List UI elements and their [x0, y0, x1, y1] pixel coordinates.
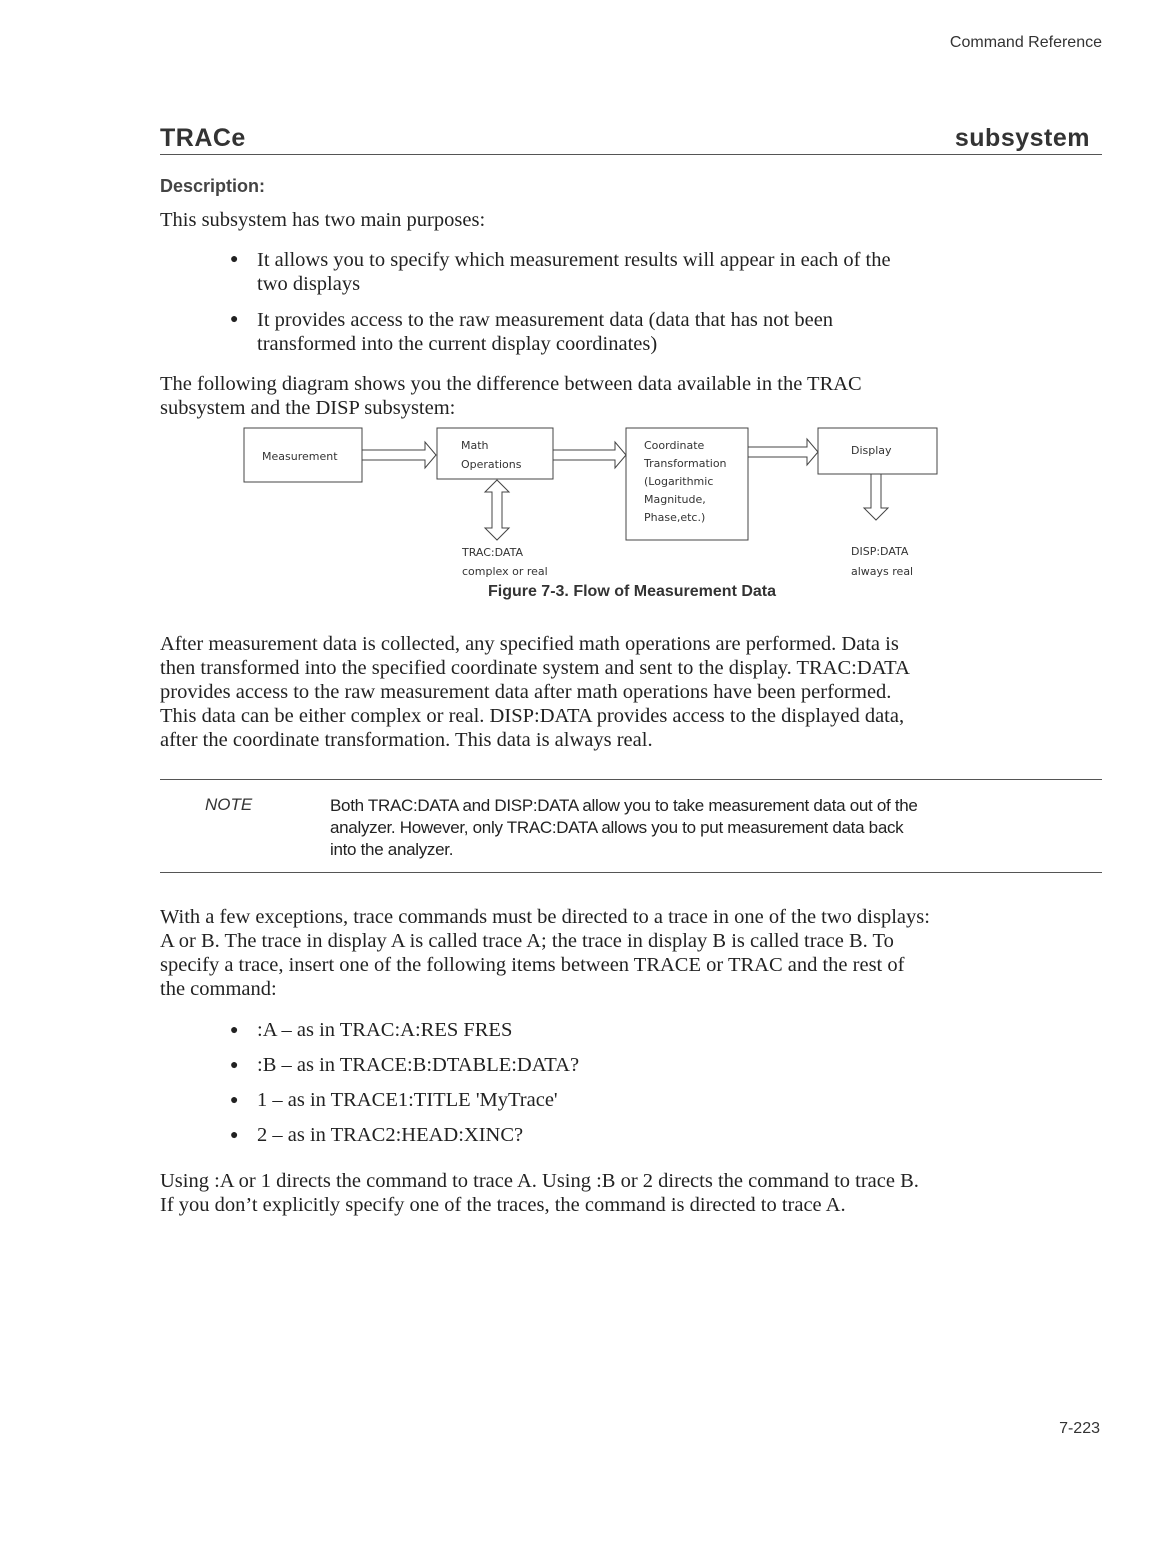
arrow-right-icon: [748, 439, 818, 465]
trac-data-label: TRAC:DATA: [462, 546, 523, 559]
box-label: Magnitude,: [644, 493, 706, 506]
paragraph-trace-selection: With a few exceptions, trace commands must be directed to a trace in one of the two displays: A or B. The trace in display A is called trace A; the trace in display B is called trace B. To specify a trace, insert one of the following items between TRACE or TRAC and the rest of the command:: [160, 906, 930, 1000]
list-item: It provides access to the raw measurement data (data that has not been transformed into the current display coordinates): [257, 309, 834, 355]
list-item: 1 – as in TRACE1:TITLE 'MyTrace': [257, 1089, 558, 1111]
box-label: Phase,etc.): [644, 511, 706, 524]
bullet-icon: ●: [230, 1058, 239, 1073]
box-label: (Logarithmic: [644, 475, 714, 488]
arrow-right-icon: [553, 442, 626, 468]
box-label: Transformation: [644, 457, 727, 470]
double-arrow-icon: [485, 480, 509, 540]
paragraph-data-flow: After measurement data is collected, any specified math operations are performed. Data is then transformed into the specified coordinate system and sent to the display. TRAC:DATA provides access to the raw measurement data after math operations have been performed. This data can be either complex or real. DISP:DATA provides access to the displayed data, after the coordinate transformation. This data is always real.: [160, 633, 910, 751]
section-title: TRACe: [160, 124, 246, 152]
note-text: Both TRAC:DATA and DISP:DATA allow you to take measurement data out of the analyzer. However, only TRAC:DATA allows you to put measurement data back into the analyzer.: [330, 796, 918, 859]
bullet-icon: ●: [230, 252, 239, 267]
list-item: :B – as in TRACE:B:DTABLE:DATA?: [257, 1054, 580, 1076]
diagram-intro: The following diagram shows you the difference between data available in the TRAC subsystem and the DISP subsystem:: [160, 373, 862, 419]
section-subtitle: subsystem: [954, 124, 1090, 152]
note-top-rule: [160, 779, 1102, 780]
arrow-down-icon: [864, 474, 888, 520]
description-heading: Description:: [160, 176, 266, 196]
arrow-right-icon: [362, 442, 436, 468]
box-label: Measurement: [262, 450, 338, 463]
page-number: 7-223: [1059, 1420, 1100, 1437]
paragraph-trace-default: Using :A or 1 directs the command to trace A. Using :B or 2 directs the command to trace B. If you don’t explicitly specify one of the traces, the command is directed to trace A.: [160, 1170, 919, 1216]
running-header: Command Reference: [949, 34, 1102, 51]
box-label: Operations: [461, 458, 522, 471]
list-item: 2 – as in TRAC2:HEAD:XINC?: [257, 1124, 524, 1146]
box-label: Display: [851, 444, 892, 457]
disp-data-sublabel: always real: [851, 565, 914, 578]
disp-data-label: DISP:DATA: [851, 545, 909, 558]
note-bottom-rule: [160, 872, 1102, 873]
list-item: :A – as in TRAC:A:RES FRES: [257, 1019, 513, 1041]
flow-diagram: [0, 0, 1176, 620]
list-item: It allows you to specify which measurement results will appear in each of the two displays: [257, 249, 891, 295]
bullet-icon: ●: [230, 312, 239, 327]
bullet-icon: ●: [230, 1093, 239, 1108]
bullet-icon: ●: [230, 1128, 239, 1143]
box-label: Math: [461, 439, 489, 452]
trac-data-sublabel: complex or real: [462, 565, 548, 578]
note-label: NOTE: [205, 795, 253, 814]
bullet-icon: ●: [230, 1023, 239, 1038]
box-label: Coordinate: [644, 439, 705, 452]
math-operations-box: [437, 428, 553, 479]
figure-caption: Figure 7-3. Flow of Measurement Data: [487, 583, 777, 600]
intro-text: This subsystem has two main purposes:: [160, 209, 486, 231]
